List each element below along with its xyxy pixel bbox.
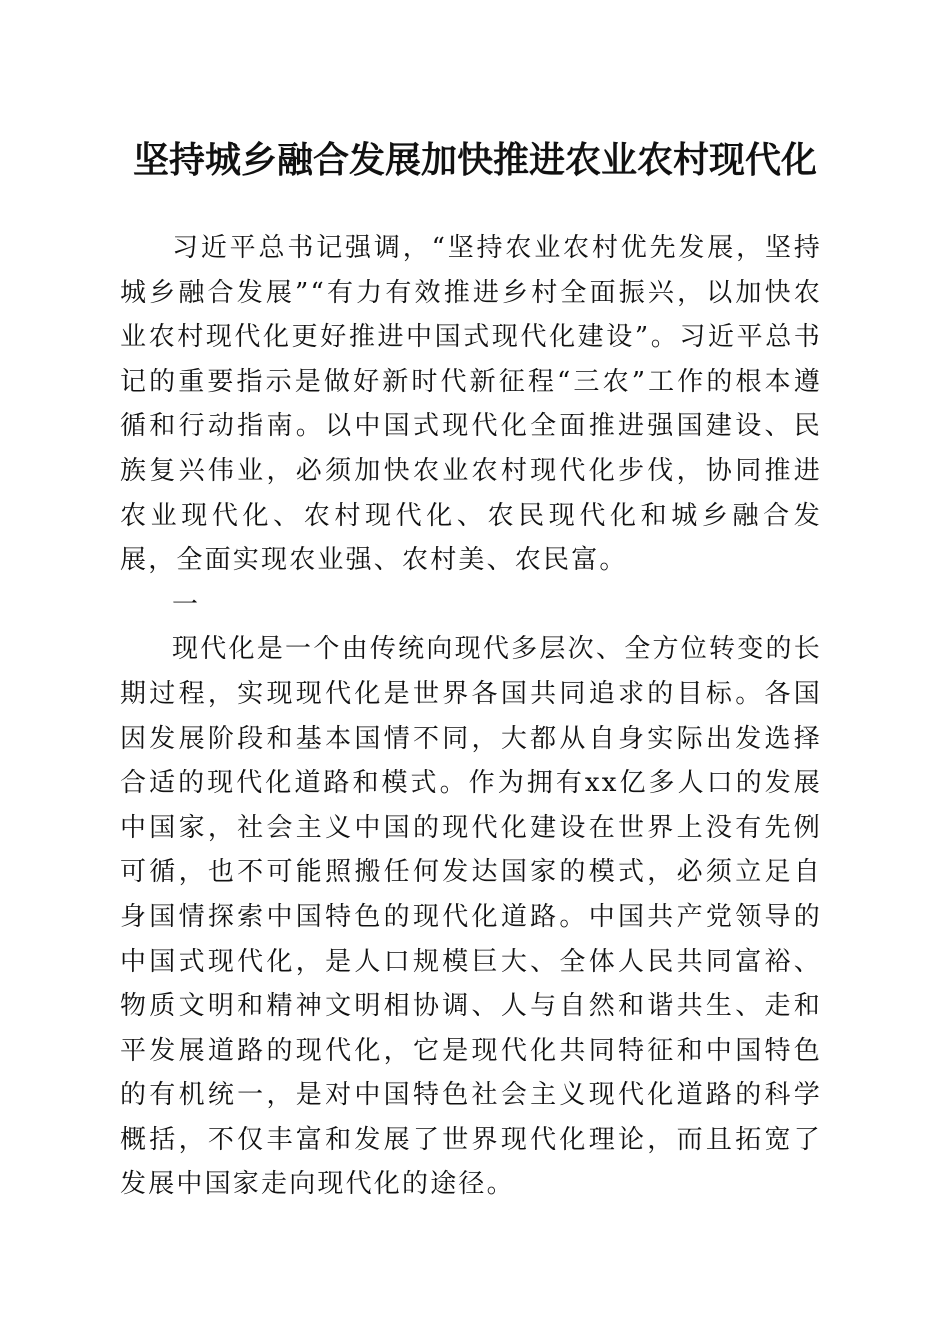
- paragraph-modernization: 现代化是一个由传统向现代多层次、全方位转变的长期过程，实现现代化是世界各国共同追求的目标。各国因发展阶段和基本国情不同，大都从自身实际出发选择合适的现代化道路和模式。作为拥有xx亿多人口的发展中国家，社会主义中国的现代化建设在世界上没有先例可循，也不可能照搬任何发达国家的模式，必须立足自身国情探索中国特色的现代化道路。中国共产党领导的中国式现代化，是人口规模巨大、全体人民共同富裕、物质文明和精神文明相协调、人与自然和谐共生、走和平发展道路的现代化，它是现代化共同特征和中国特色的有机统一，是对中国特色社会主义现代化道路的科学概括，不仅丰富和发展了世界现代化理论，而且拓宽了发展中国家走向现代化的途径。: [120, 634, 822, 1200]
- paragraph-intro: 习近平总书记强调，“坚持农业农村优先发展，坚持城乡融合发展”“有力有效推进乡村全面振兴，以加快农业农村现代化更好推进中国式现代化建设”。习近平总书记的重要指示是做好新时代新征程“三农”工作的根本遵循和行动指南。以中国式现代化全面推进强国建设、民族复兴伟业，必须加快农业农村现代化步伐，协同推进农业现代化、农村现代化、农民现代化和城乡融合发展，全面实现农业强、农村美、农民富。: [120, 233, 822, 576]
- section-heading-one: 一: [172, 589, 201, 620]
- document-body: [120, 226, 822, 1207]
- document-title: 坚持城乡融合发展加快推进农业农村现代化: [132, 139, 817, 181]
